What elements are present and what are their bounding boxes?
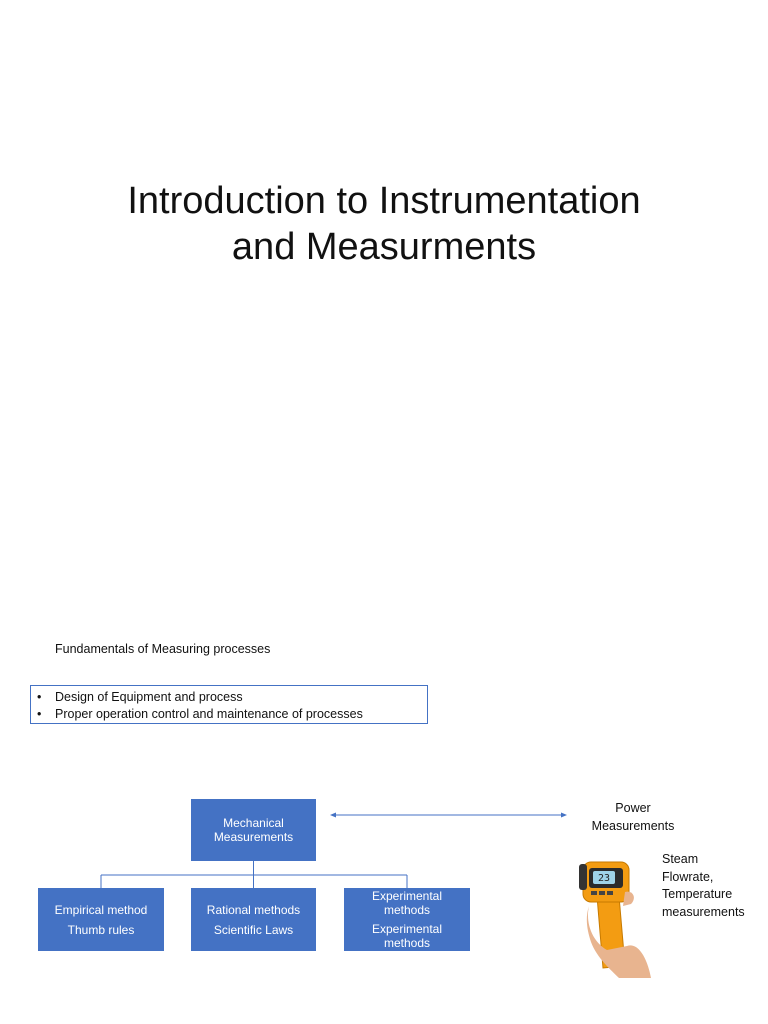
bullet-text: Proper operation control and maintenance of processes bbox=[55, 707, 363, 721]
title-line-2: and Measurments bbox=[231, 226, 537, 268]
power-measurements-label bbox=[578, 799, 688, 835]
example-line: measurements bbox=[662, 904, 745, 919]
box-label: Mechanical bbox=[223, 816, 284, 830]
box-label: Measurements bbox=[213, 830, 294, 844]
bullet-dot: • bbox=[37, 707, 42, 721]
section-heading: Fundamentals of Measuring processes bbox=[55, 642, 271, 656]
box-label: Experimental bbox=[371, 922, 443, 936]
example-line: Flowrate, bbox=[662, 869, 714, 884]
example-measurements-label bbox=[662, 851, 745, 921]
experimental-methods-box bbox=[344, 888, 470, 951]
arrowhead-right bbox=[561, 813, 567, 818]
example-line: Temperature bbox=[662, 887, 733, 901]
empirical-method-box bbox=[38, 888, 164, 951]
bullet-item bbox=[37, 689, 427, 706]
bullet-dot: • bbox=[37, 690, 42, 704]
box-label: Thumb rules bbox=[67, 922, 135, 937]
page-title bbox=[40, 178, 728, 270]
box-label: Rational methods bbox=[206, 902, 301, 917]
power-label-line: Measurements bbox=[591, 819, 675, 833]
box-label: Experimental bbox=[371, 889, 443, 903]
example-line: Steam bbox=[662, 852, 699, 866]
arrowhead-left bbox=[330, 813, 336, 818]
box-label: methods bbox=[383, 903, 431, 917]
bullet-text: Design of Equipment and process bbox=[55, 690, 243, 704]
display-reading: 23 bbox=[597, 873, 611, 884]
box-label: Scientific Laws bbox=[213, 922, 294, 937]
bullet-item bbox=[37, 706, 427, 723]
bullet-list-box bbox=[30, 685, 428, 724]
mechanical-measurements-box bbox=[191, 799, 316, 861]
rational-methods-box bbox=[191, 888, 316, 951]
infrared-thermometer-icon bbox=[567, 846, 657, 978]
power-label-line: Power bbox=[615, 801, 651, 815]
box-label: Empirical method bbox=[54, 902, 148, 917]
title-line-1: Introduction to Instrumentation bbox=[127, 180, 641, 222]
box-label: methods bbox=[383, 936, 431, 950]
